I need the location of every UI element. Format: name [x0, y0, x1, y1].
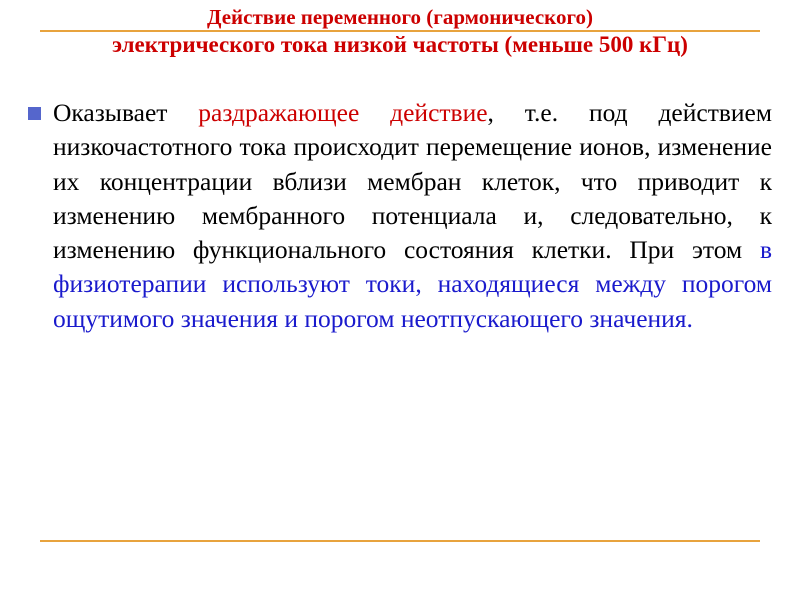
bullet-segment-plain-1: Оказывает [53, 98, 199, 127]
square-bullet-icon [28, 107, 41, 120]
title-line-1: Действие переменного (гармонического) [207, 5, 593, 29]
bullet-segment-highlight-red: раздражающее действие [198, 98, 488, 127]
slide-body [28, 96, 772, 336]
bullet-paragraph [53, 96, 772, 336]
footer-divider [40, 540, 760, 542]
bullet-segment-plain-2: , т.е. под действием низкочастотного тока происходит перемещение ионов, изменение их концентрации вблизи мембран клеток, что приводит к изменению мембранного потенциала и, следовательно, к изменению функционального состояния клетки. При этом [53, 98, 772, 265]
slide-title [0, 6, 800, 57]
bullet-item [28, 96, 772, 336]
title-line-2: электрического тока низкой частоты (меньше 500 кГц) [112, 31, 688, 57]
bullet-segment-highlight-blue: в физиотерапии используют токи, находящиеся между порогом ощутимого значения и порогом неотпускающего значения. [53, 235, 772, 333]
